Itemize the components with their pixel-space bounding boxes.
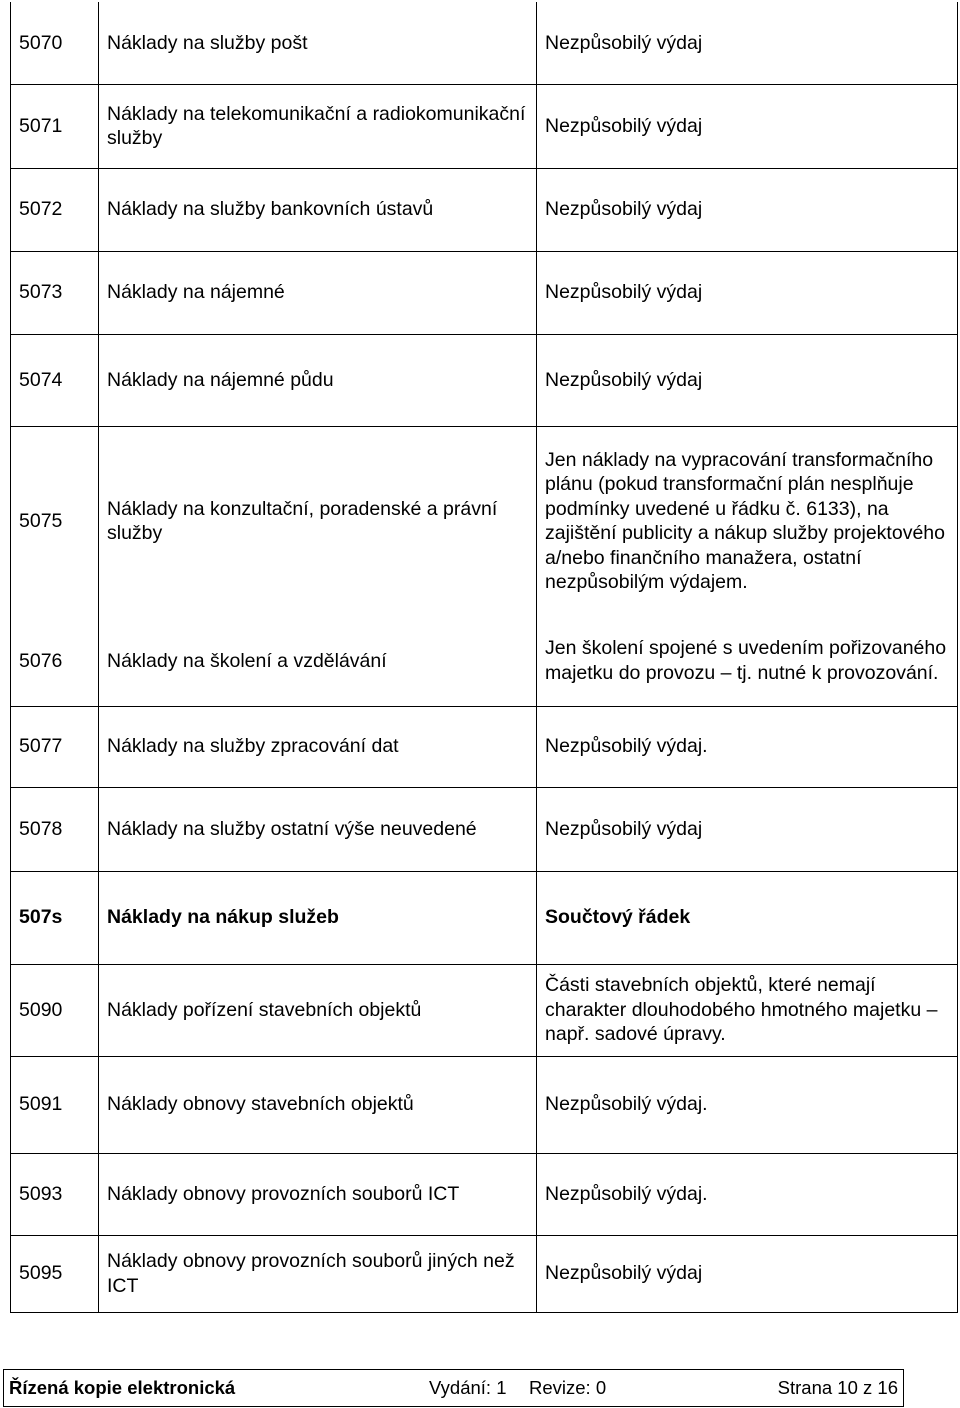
row-code: 5076 [11, 616, 99, 706]
row-name: Náklady na nájemné půdu [99, 334, 537, 426]
table-row [11, 334, 958, 426]
row-code: 5075 [11, 426, 99, 616]
row-note: Nezpůsobilý výdaj. [537, 1056, 958, 1153]
table-row [11, 1056, 958, 1153]
row-name: Náklady na konzultační, poradenské a právní služby [99, 426, 537, 616]
row-name: Náklady na služby bankovních ústavů [99, 168, 537, 251]
table-row [11, 84, 958, 168]
footer-doc-type: Řízená kopie elektronická [9, 1377, 236, 1398]
table-row [11, 251, 958, 334]
row-note: Nezpůsobilý výdaj [537, 2, 958, 84]
row-code: 5095 [11, 1235, 99, 1312]
row-note: Nezpůsobilý výdaj [537, 168, 958, 251]
row-note: Nezpůsobilý výdaj [537, 787, 958, 871]
table-row [11, 168, 958, 251]
row-name: Náklady na školení a vzdělávání [99, 616, 537, 706]
row-name: Náklady pořízení stavebních objektů [99, 964, 537, 1056]
row-code: 5074 [11, 334, 99, 426]
table-row [11, 1235, 958, 1312]
footer-issue: Vydání: 1 [429, 1377, 507, 1398]
footer-page-number: Strana 10 z 16 [777, 1377, 898, 1398]
row-name: Náklady na služby pošt [99, 2, 537, 84]
row-name: Náklady na služby ostatní výše neuvedené [99, 787, 537, 871]
row-note: Jen náklady na vypracování transformačního plánu (pokud transformační plán nesplňuje podmínky uvedené u řádku č. 6133), na zajištění publicity a nákup služby projektového a/nebo finančního manažera, ostatní nezpůsobilým výdajem. [537, 426, 958, 616]
row-code: 5078 [11, 787, 99, 871]
table-row [11, 1153, 958, 1235]
row-code: 5071 [11, 84, 99, 168]
row-note: Nezpůsobilý výdaj [537, 84, 958, 168]
row-note: Nezpůsobilý výdaj. [537, 1153, 958, 1235]
row-code: 5093 [11, 1153, 99, 1235]
row-code: 5091 [11, 1056, 99, 1153]
row-code: 5070 [11, 2, 99, 84]
row-note: Nezpůsobilý výdaj. [537, 706, 958, 787]
row-code: 5090 [11, 964, 99, 1056]
row-note: Nezpůsobilý výdaj [537, 334, 958, 426]
table-row [11, 2, 958, 84]
row-note: Nezpůsobilý výdaj [537, 1235, 958, 1312]
row-name: Náklady na telekomunikační a radiokomunikační služby [99, 84, 537, 168]
table-row [11, 964, 958, 1056]
footer-revision: Revize: 0 [529, 1377, 607, 1398]
row-code: 5077 [11, 706, 99, 787]
row-note: Nezpůsobilý výdaj [537, 251, 958, 334]
row-note: Jen školení spojené s uvedením pořizovaného majetku do provozu – tj. nutné k provozování. [537, 616, 958, 706]
row-name: Náklady obnovy stavebních objektů [99, 1056, 537, 1153]
row-name: Náklady na nájemné [99, 251, 537, 334]
cost-table [10, 2, 958, 1313]
row-name: Náklady obnovy provozních souborů ICT [99, 1153, 537, 1235]
row-code: 507s [11, 871, 99, 964]
row-note: Části stavebních objektů, které nemají charakter dlouhodobého hmotného majetku – např. sadové úpravy. [537, 964, 958, 1056]
row-name: Náklady na nákup služeb [99, 871, 537, 964]
document-footer [3, 1369, 904, 1407]
row-name: Náklady obnovy provozních souborů jiných než ICT [99, 1235, 537, 1312]
table-row [11, 787, 958, 871]
row-name: Náklady na služby zpracování dat [99, 706, 537, 787]
row-code: 5072 [11, 168, 99, 251]
table-row [11, 706, 958, 787]
row-code: 5073 [11, 251, 99, 334]
table-row [11, 426, 958, 616]
table-row [11, 616, 958, 706]
table-row [11, 871, 958, 964]
row-note: Součtový řádek [537, 871, 958, 964]
